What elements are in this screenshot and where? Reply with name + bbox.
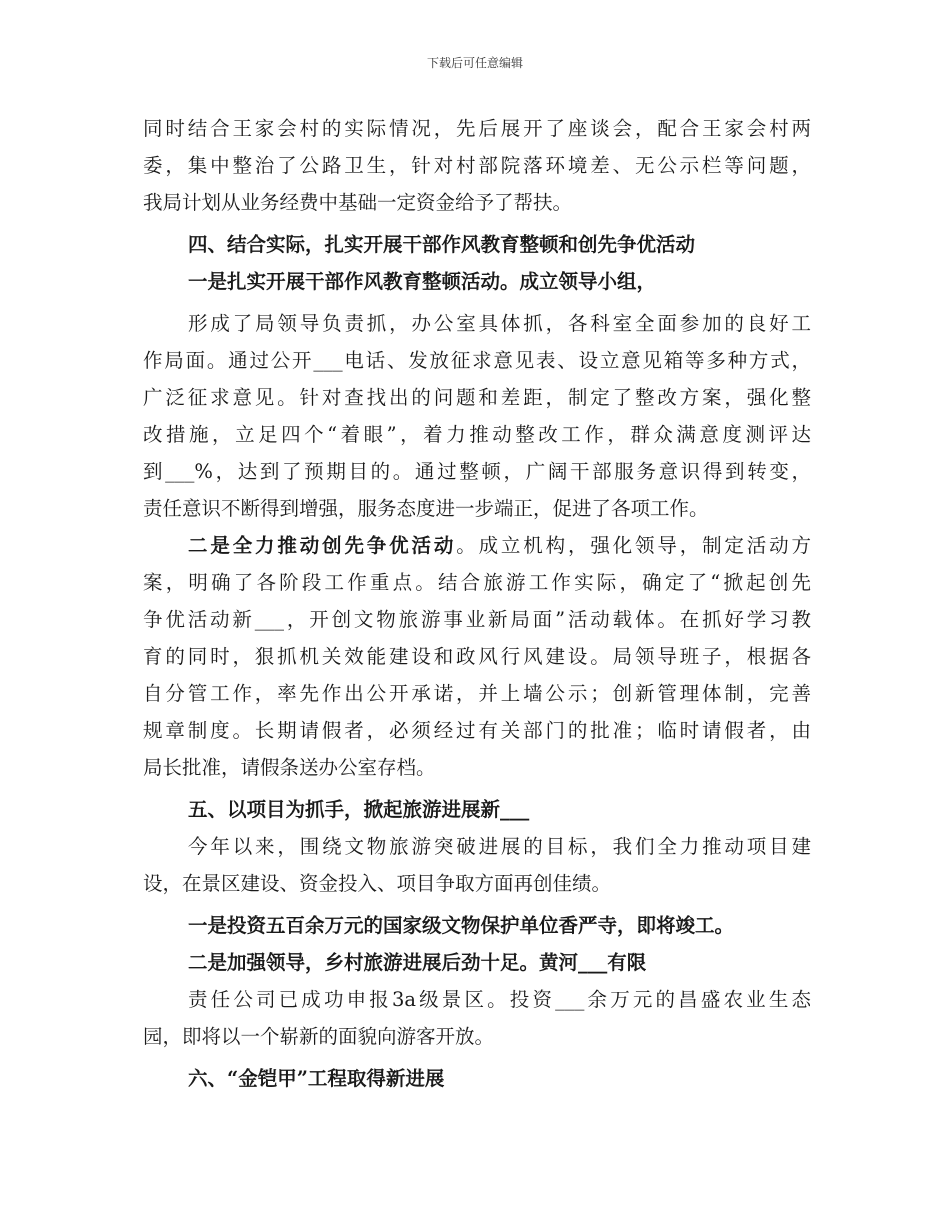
text-line: 改措施，立足四个“着眼”，着力推动整改工作，群众满意度测评达 xyxy=(143,423,811,446)
text-line: 责任公司已成功申报3a级景区。投资___余万元的昌盛农业生态 xyxy=(188,988,811,1011)
text-line: 我局计划从业务经费中基础一定资金给予了帮扶。 xyxy=(143,191,573,214)
heading-line: 六、“金铠甲”工程取得新进展 xyxy=(188,1067,445,1090)
text-line: 作局面。通过公开___电话、发放征求意见表、设立意见箱等多种方式， xyxy=(143,349,811,372)
text-line: 规章制度。长期请假者，必须经过有关部门的批准；临时请假者，由 xyxy=(143,719,811,742)
text-line xyxy=(143,527,811,564)
text-line: 局长批准，请假条送办公室存档。 xyxy=(143,756,436,779)
text-line: 到___%，达到了预期目的。通过整顿，广阔干部服务意识得到转变， xyxy=(143,460,811,483)
text-line: 广泛征求意见。针对查找出的问题和差距，制定了整改方案，强化整 xyxy=(143,386,811,409)
text-line: 责任意识不断得到增强，服务态度进一步端正，促进了各项工作。 xyxy=(143,497,709,520)
heading-line: 四、结合实际，扎实开展干部作风教育整顿和创先争优活动 xyxy=(188,233,696,256)
text-line: 同时结合王家会村的实际情况，先后展开了座谈会，配合王家会村两 xyxy=(143,117,811,140)
document-body xyxy=(143,110,811,1097)
text-line: 案，明确了各阶段工作重点。结合旅游工作实际，确定了“掀起创先 xyxy=(143,571,811,594)
bold-run: 二是全力推动创先争优活动 xyxy=(188,534,457,557)
text-line: 设，在景区建设、资金投入、项目争取方面再创佳绩。 xyxy=(143,872,612,895)
text-line: 委，集中整治了公路卫生，针对村部院落环境差、无公示栏等问题， xyxy=(143,154,811,177)
heading-line: 二是加强领导，乡村旅游进展后劲十足。黄河___有限 xyxy=(188,951,647,974)
page-header: 下载后可任意编辑 xyxy=(426,56,523,70)
text-run: 。成立机构，强化领导，制定活动方 xyxy=(456,534,811,557)
text-line: 园，即将以一个崭新的面貌向游客开放。 xyxy=(143,1025,495,1048)
text-line: 育的同时，狠抓机关效能建设和政风行风建设。局领导班子，根据各 xyxy=(143,645,811,668)
heading-line: 五、以项目为抓手，掀起旅游进展新___ xyxy=(188,798,530,821)
text-line: 今年以来，围绕文物旅游突破进展的目标，我们全力推动项目建 xyxy=(188,835,811,858)
text-line: 争优活动新___，开创文物旅游事业新局面”活动载体。在抓好学习教 xyxy=(143,608,811,631)
heading-line: 一是扎实开展干部作风教育整顿活动。成立领导小组， xyxy=(188,270,657,293)
heading-line: 一是投资五百余万元的国家级文物保护单位香严寺，即将竣工。 xyxy=(188,914,735,937)
text-line: 形成了局领导负责抓，办公室具体抓，各科室全面参加的良好工 xyxy=(188,312,811,335)
text-line: 自分管工作，率先作出公开承诺，并上墙公示；创新管理体制，完善 xyxy=(143,682,811,705)
